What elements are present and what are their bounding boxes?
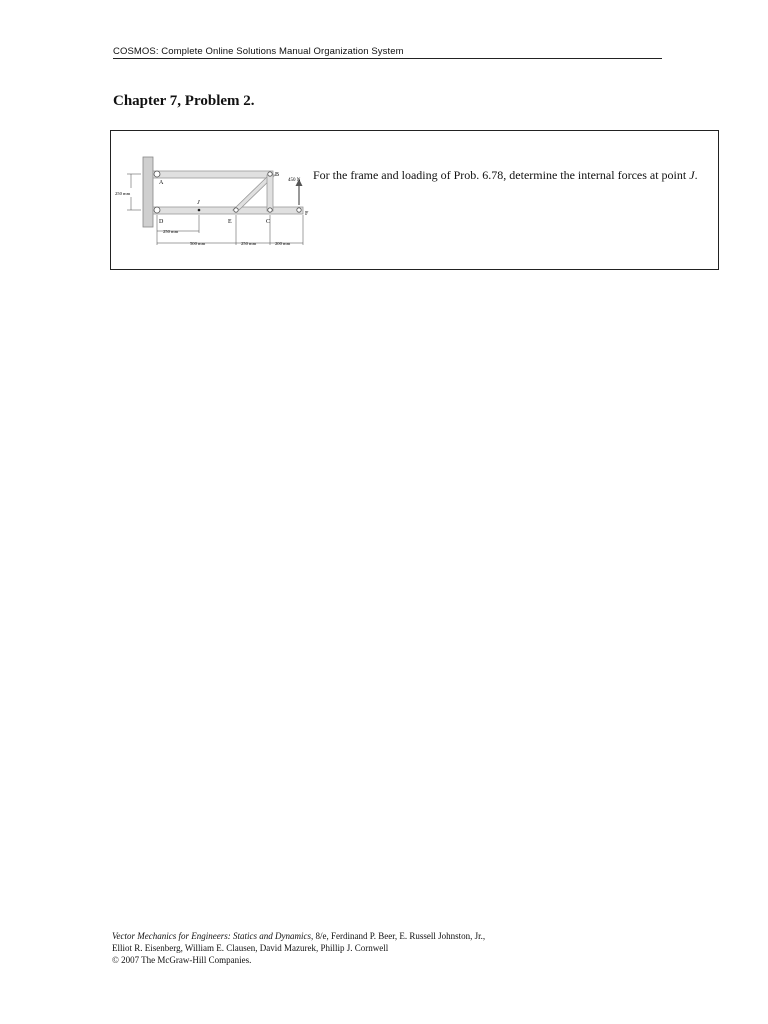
label-dim-250b: 250 mm xyxy=(241,241,257,246)
book-title: Vector Mechanics for Engineers: Statics and Dynamics xyxy=(112,931,311,941)
member-ab xyxy=(153,171,273,178)
label-a: A xyxy=(159,180,164,186)
label-d: D xyxy=(159,219,164,225)
label-j: J xyxy=(197,200,200,206)
point-j xyxy=(198,209,201,212)
pin-f xyxy=(297,208,301,212)
label-c: C xyxy=(266,219,271,225)
pin-a xyxy=(154,171,160,177)
problem-statement: For the frame and loading of Prob. 6.78, determine the internal forces at point J. xyxy=(313,168,698,182)
page-footer xyxy=(112,930,485,966)
footer-line-2: Elliot R. Eisenberg, William E. Clausen, David Mazurek, Phillip J. Cornwell xyxy=(112,943,389,953)
label-e: E xyxy=(228,219,232,225)
label-dim-250: 250 mm xyxy=(163,229,179,234)
pin-e xyxy=(234,208,238,212)
footer-line-1: Vector Mechanics for Engineers: Statics and Dynamics, 8/e, Ferdinand P. Beer, E. Russell Johnston, Jr., xyxy=(112,931,486,941)
wall-support xyxy=(143,157,153,227)
label-b: B xyxy=(275,172,280,178)
pin-c xyxy=(268,208,272,212)
frame-figure xyxy=(115,155,315,255)
label-height: 250 mm xyxy=(115,191,131,196)
frame-diagram xyxy=(115,155,315,255)
label-dim-500: 500 mm xyxy=(190,241,206,246)
label-f: F xyxy=(305,211,309,217)
page-header: COSMOS: Complete Online Solutions Manual Organization System xyxy=(113,46,662,59)
member-df xyxy=(153,207,303,214)
footer-copyright: © 2007 The McGraw-Hill Companies. xyxy=(112,955,252,965)
problem-box xyxy=(110,130,719,270)
member-bc xyxy=(267,175,273,211)
point-j-ref: J xyxy=(689,168,695,182)
chapter-title: Chapter 7, Problem 2. xyxy=(113,93,255,109)
label-load: 450 N xyxy=(288,178,301,183)
pin-d xyxy=(154,207,160,213)
label-dim-200: 200 mm xyxy=(275,241,291,246)
pin-b xyxy=(268,172,272,176)
